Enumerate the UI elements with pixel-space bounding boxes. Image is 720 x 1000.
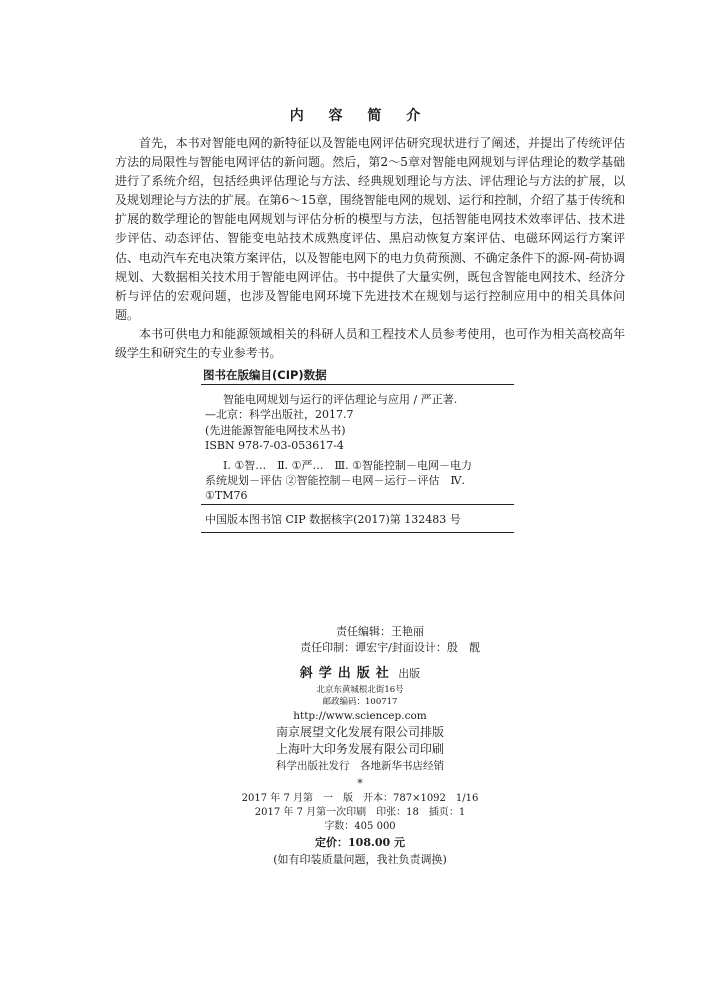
cip-record — [201, 385, 514, 504]
typesetter: 南京展望文化发展有限公司排版 — [275, 725, 444, 739]
responsible-printer-designer: 责任印制：谭宏宇/封面设计：殷 靓 — [300, 641, 480, 654]
summary-paragraph-1: 首先，本书对智能电网的新特征以及智能电网评估研究现状进行了阐述，并提出了传统评估方法的局限性与智能电网评估的新问题。然后，第2～5章对智能电网规划与评估理论的数学基础进行了系统介绍，包括经典评估理论与方法、经典规划理论与方法、评估理论与方法的扩展，以及规划理论与方法的扩展。在第6～15章，围绕智能电网的规划、运行和控制，介绍了基于传统和扩展的数学理论的智能电网规划与评估分析的模型与方法，包括智能电网技术效率评估、技术进步评估、动态评估、智能变电站技术成熟度评估、黑启动恢复方案评估、电磁环网运行方案评估、电动汽车充电决策方案评估，以及智能电网下的电力负荷预测、不确定条件下的源-网-荷协调规划、大数据相关技术用于智能电网评估。书中提供了大量实例，既包含智能电网技术、经济分析与评估的宏观问题，也涉及智能电网环境下先进技术在规划与运行控制应用中的相关具体问题。 — [115, 136, 625, 322]
summary-paragraph-2: 本书可供电力和能源领域相关的科研人员和工程技术人员参考使用，也可作为相关高校高年级学生和研究生的专业参考书。 — [115, 326, 625, 361]
cip-heading: 图书在版编目(CIP)数据 — [203, 368, 327, 382]
edition-format: 2017 年 7 月第 一 版 开本：787×1092 1/16 — [241, 793, 479, 804]
cip-record-number: 中国版本图书馆 CIP 数据核字(2017)第 132483 号 — [205, 512, 461, 526]
publisher-line — [0, 664, 720, 684]
cip-bottom-rule — [201, 532, 514, 533]
distribution: 科学出版社发行 各地新华书店经销 — [276, 760, 444, 772]
printing-company: 上海叶大印务发展有限公司印刷 — [275, 742, 444, 756]
publisher-logo: 斜学出版社 — [299, 666, 395, 681]
summary-body — [115, 134, 625, 363]
publisher-address: 北京东黄城根北街16号 — [316, 685, 404, 695]
summary-title: 内 容 简 介 — [289, 108, 431, 124]
cip-series-line: (先进能源智能电网技术丛书) — [205, 423, 346, 437]
quality-guarantee: (如有印装质量问题，我社负责调换) — [273, 853, 447, 866]
cip-data-block — [201, 366, 514, 533]
cip-classification-line: 系统规划－评估 ②智能控制－电网－运行－评估 Ⅳ. — [205, 474, 465, 488]
cip-publisher-line: —北京：科学出版社，2017.7 — [205, 408, 354, 422]
cip-isbn-line: ISBN 978-7-03-053617-4 — [205, 439, 344, 453]
colophon — [0, 624, 720, 868]
cip-classification-line: Ⅰ. ①智… Ⅱ. ①严… Ⅲ. ①智能控制－电网－电力 — [223, 458, 472, 472]
word-count: 字数：405 000 — [324, 821, 396, 832]
publisher-url: http://www.sciencep.com — [293, 710, 427, 722]
cip-title-line: 智能电网规划与运行的评估理论与应用 / 严正著. — [223, 393, 458, 406]
printing-sheets: 2017 年 7 月第一次印刷 印张：18 插页：1 — [254, 807, 466, 818]
publisher-suffix: 出版 — [398, 667, 421, 680]
publisher-postcode: 邮政编码：100717 — [322, 697, 398, 707]
separator-asterisk: * — [357, 777, 363, 790]
responsible-editor: 责任编辑：王艳丽 — [336, 625, 424, 638]
price: 定价：108.00 元 — [315, 836, 405, 849]
cip-classification-line: ①TM76 — [205, 489, 248, 503]
